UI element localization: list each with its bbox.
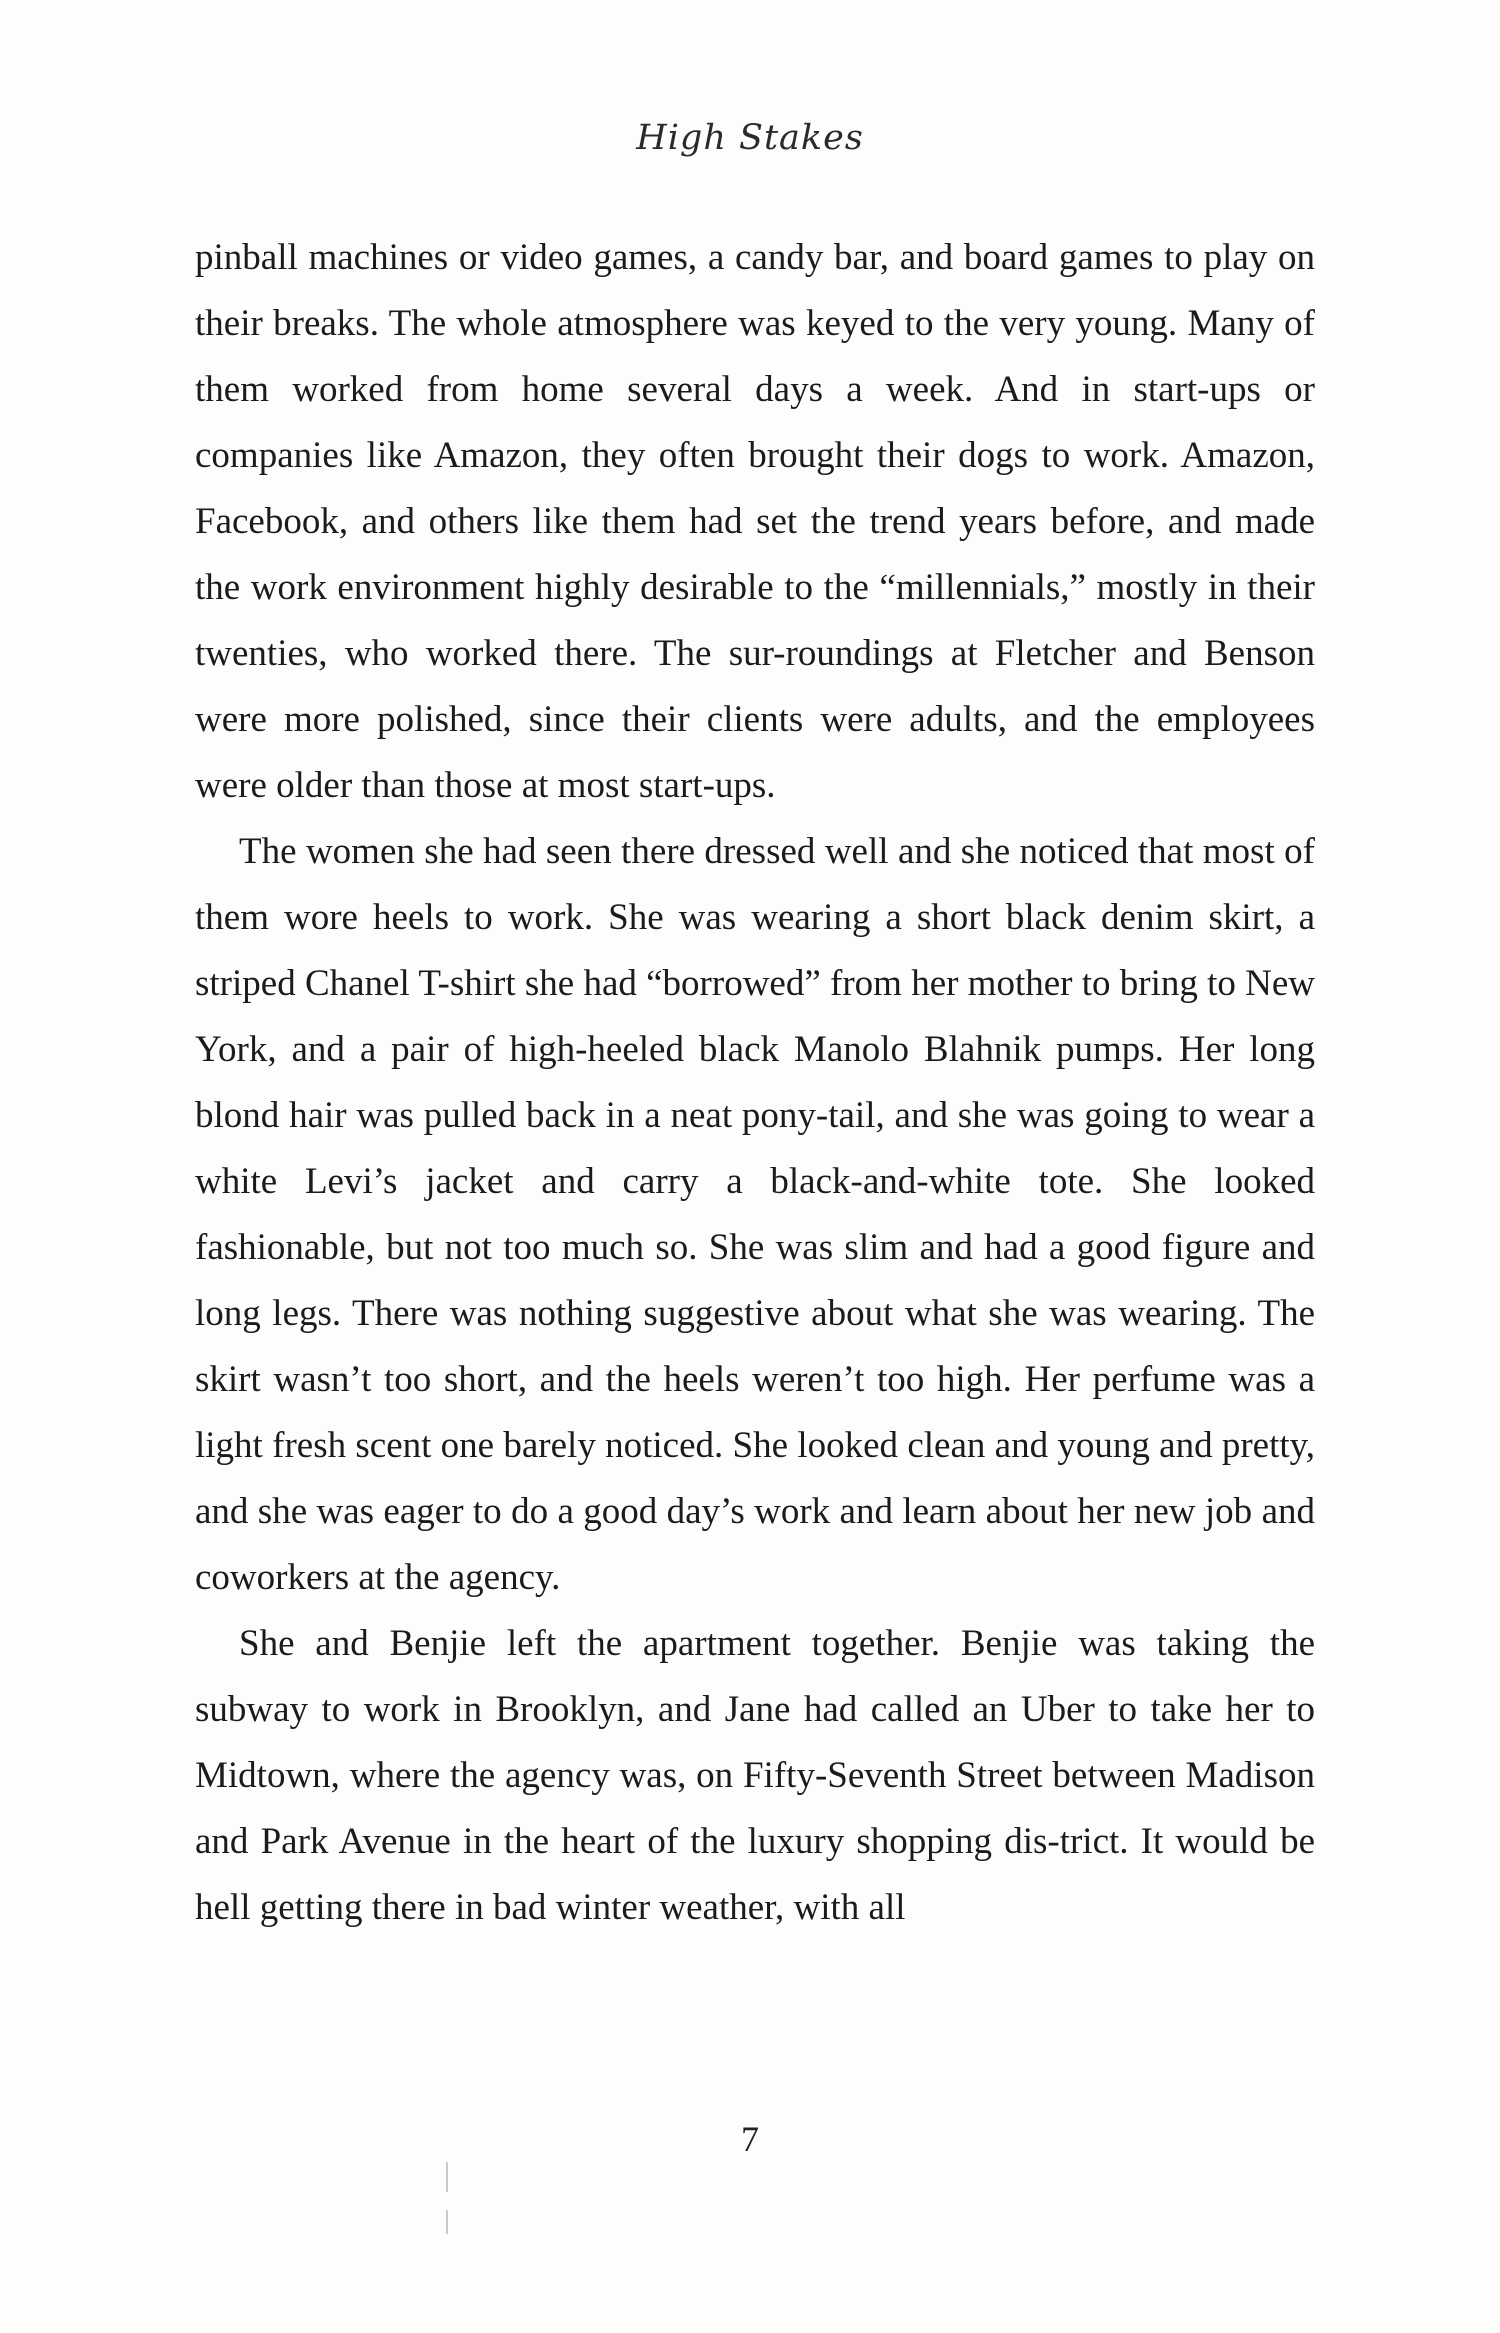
paragraph-2: The women she had seen there dressed well and she noticed that most of them wore heels to work. She was wearing a short black denim skirt, a striped Chanel T-shirt she had “borrowed” from her mother to bring to New York, and a pair of high-heeled black Manolo Blahnik pumps. Her long blond hair was pulled back in a neat pony-tail, and she was going to wear a white Levi’s jacket and carry a black-and-white tote. She looked fashionable, but not too much so. She was slim and had a good figure and long legs. There was nothing suggestive about what she was wearing. The skirt wasn’t too short, and the heels weren’t too high. Her perfume was a light fresh scent one barely noticed. She looked clean and young and pretty, and she was eager to do a good day’s work and learn about her new job and coworkers at the agency. (195, 831, 1316, 1598)
page-number: 7 (741, 2119, 759, 2159)
body-text (195, 225, 1315, 1941)
paragraph-1: pinball machines or video games, a candy bar, and board games to play on their breaks. The whole atmosphere was keyed to the very young. Many of them worked from home several days a week. And in start-ups or companies like Amazon, they often brought their dogs to work. Amazon, Facebook, and others like them had set the trend years before, and made the work environment highly desirable to the “millennials,” mostly in their twenties, who worked there. The sur-roundings at Fletcher and Benson were more polished, since their clients were adults, and the employees were older than those at most start-ups. (195, 237, 1315, 806)
scan-artifact-line (446, 2162, 448, 2192)
paragraph-3: She and Benjie left the apartment together. Benjie was taking the subway to work in Brooklyn, and Jane had called an Uber to take her to Midtown, where the agency was, on Fifty-Seventh Street between Madison and Park Avenue in the heart of the luxury shopping dis-trict. It would be hell getting there in bad winter weather, with all (195, 1623, 1315, 1928)
scan-artifact-line (446, 2210, 448, 2234)
running-head-title: High Stakes (636, 118, 864, 158)
